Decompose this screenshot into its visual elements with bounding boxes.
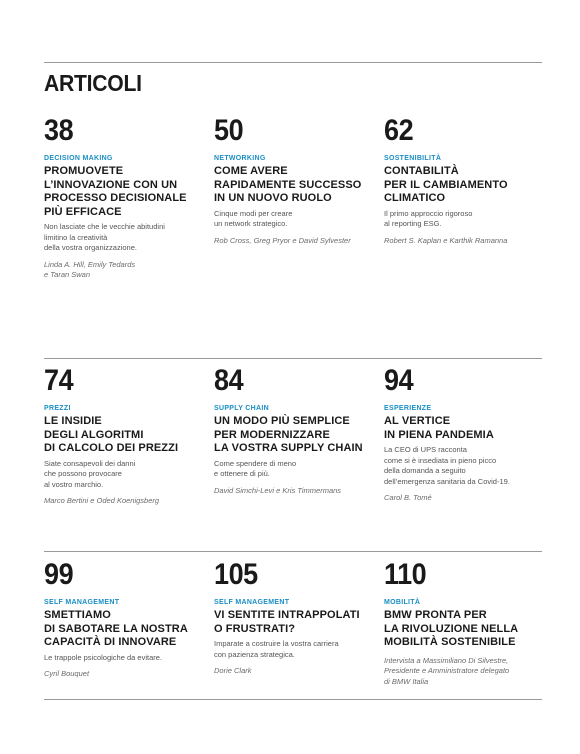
article-description: La CEO di UPS racconta come si è insediata in pieno picco della domanda a seguito dell’emergenza sanitaria da Covid-19. — [384, 445, 510, 486]
page-number: 105 — [214, 558, 258, 591]
article-category: PREZZI — [44, 405, 71, 412]
article-category: SELF MANAGEMENT — [214, 599, 290, 606]
article-row — [44, 116, 544, 281]
article-authors: Rob Cross, Greg Pryor e David Sylvester — [214, 235, 351, 245]
article-category: ESPERIENZE — [384, 405, 432, 412]
article-entry[interactable] — [214, 560, 384, 687]
article-row — [44, 560, 544, 687]
article-description: Cinque modi per creare un network strategico. — [214, 208, 293, 228]
article-description: Non lasciate che le vecchie abitudini limitino la creatività della vostra organizzazione. — [44, 222, 165, 252]
article-title[interactable]: AL VERTICE IN PIENA PANDEMIA — [384, 415, 494, 441]
article-category: SUPPLY CHAIN — [214, 405, 269, 412]
article-entry[interactable] — [44, 560, 214, 687]
article-authors: Carol B. Tomé — [384, 493, 432, 502]
article-authors: Marco Bertini e Oded Koenigsberg — [44, 496, 160, 505]
page-number: 50 — [214, 114, 244, 147]
article-title[interactable]: CONTABILITÀ PER IL CAMBIAMENTO CLIMATICO — [384, 165, 508, 204]
article-category: DECISION MAKING — [44, 155, 113, 162]
article-description: Come spendere di meno e ottenere di più. — [214, 458, 297, 478]
article-title[interactable]: PROMUOVETE L’INNOVAZIONE CON UN PROCESSO DECISIONALE PIÙ EFFICACE — [44, 165, 187, 218]
article-title[interactable]: VI SENTITE INTRAPPOLATI O FRUSTRATI? — [214, 609, 360, 635]
row-divider — [44, 551, 542, 552]
article-entry[interactable] — [384, 116, 554, 281]
article-category: SOSTENIBILITÀ — [384, 155, 442, 162]
section-heading: ARTICOLI — [44, 70, 142, 96]
article-authors: Robert S. Kaplan e Karthik Ramanna — [384, 235, 508, 245]
article-entry[interactable] — [214, 366, 384, 507]
article-authors: Linda A. Hill, Emily Tedards e Taran Swan — [44, 259, 136, 279]
article-description: Siate consapevoli dei danni che possono provocare al vostro marchio. — [44, 458, 136, 489]
article-entry[interactable] — [384, 366, 554, 507]
article-category: SELF MANAGEMENT — [44, 599, 120, 606]
page-number: 62 — [384, 114, 414, 147]
article-entry[interactable] — [214, 116, 384, 281]
page-number: 74 — [44, 364, 74, 397]
page-number: 38 — [44, 114, 74, 147]
article-authors: David Simchi-Levi e Kris Timmermans — [214, 485, 342, 495]
article-entry[interactable] — [44, 366, 214, 507]
article-row — [44, 366, 544, 507]
article-description: Il primo approccio rigoroso al reporting ESG. — [384, 208, 473, 228]
article-entry[interactable] — [44, 116, 214, 281]
article-authors: Cyril Bouquet — [44, 669, 90, 678]
article-title[interactable]: LE INSIDIE DEGLI ALGORITMI DI CALCOLO DEI PREZZI — [44, 415, 179, 454]
page-number: 84 — [214, 364, 244, 397]
article-description: Imparate a costruire la vostra carriera con pazienza strategica. — [214, 639, 339, 659]
article-authors: Dorie Clark — [214, 666, 252, 675]
page-number: 110 — [384, 558, 427, 591]
article-title[interactable]: UN MODO PIÙ SEMPLICE PER MODERNIZZARE LA VOSTRA SUPPLY CHAIN — [214, 415, 363, 454]
bottom-divider — [44, 699, 542, 700]
page-number: 99 — [44, 558, 74, 591]
article-description: Le trappole psicologiche da evitare. — [44, 652, 162, 662]
row-divider — [44, 358, 542, 359]
top-divider — [44, 62, 542, 63]
article-title[interactable]: BMW PRONTA PER LA RIVOLUZIONE NELLA MOBILITÀ SOSTENIBILE — [384, 609, 519, 648]
article-title[interactable]: COME AVERE RAPIDAMENTE SUCCESSO IN UN NUOVO RUOLO — [214, 165, 362, 204]
article-category: MOBILITÀ — [384, 599, 421, 606]
article-authors: Intervista a Massimiliano Di Silvestre, Presidente e Amministratore delegato di BMW Italia — [384, 655, 510, 686]
article-title[interactable]: SMETTIAMO DI SABOTARE LA NOSTRA CAPACITÀ DI INNOVARE — [44, 609, 188, 648]
page-number: 94 — [384, 364, 414, 397]
article-category: NETWORKING — [214, 155, 266, 162]
article-entry[interactable] — [384, 560, 554, 687]
